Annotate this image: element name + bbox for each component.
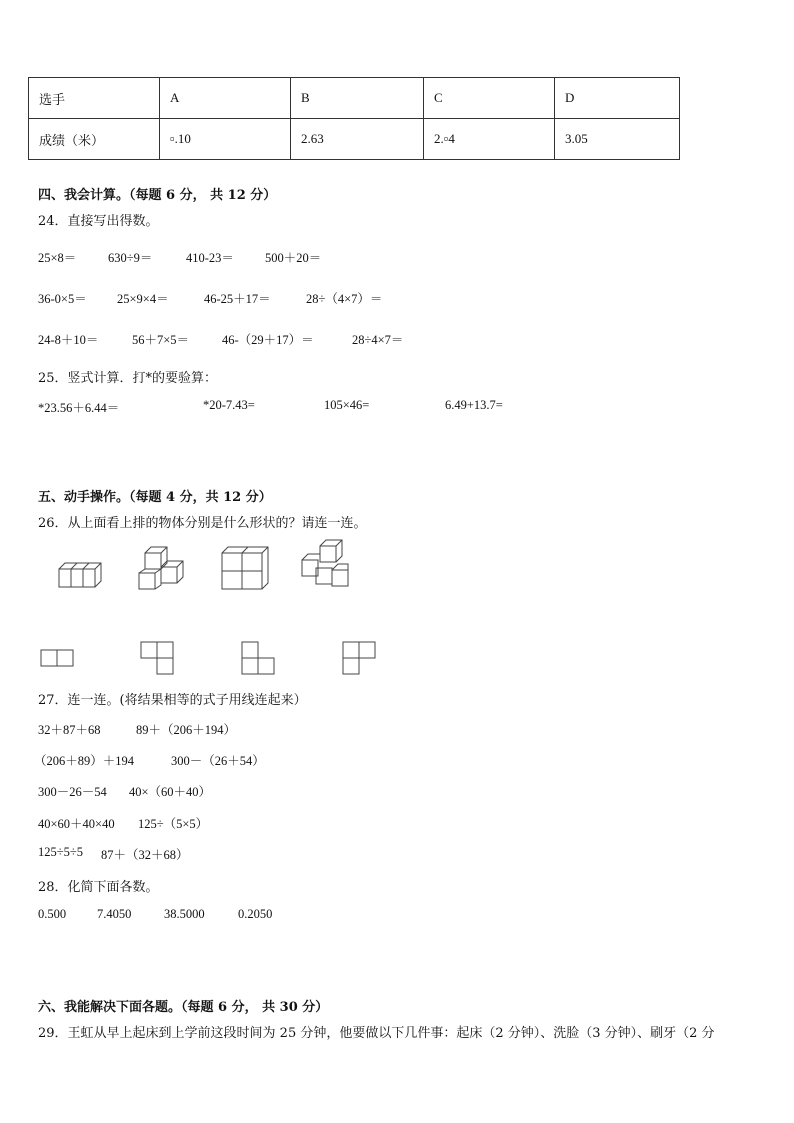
- decimal-number: 0.2050: [238, 907, 273, 921]
- table-cell: B: [291, 78, 424, 119]
- expression: 28÷（4×7）＝: [306, 292, 383, 306]
- table-cell: 选手: [29, 78, 160, 119]
- match-right: 87＋（32＋68）: [101, 848, 189, 862]
- match-right: 300－（26＋54）: [171, 754, 265, 768]
- section-heading: 五、动手操作。（每题 4 分，共 12 分）: [38, 490, 272, 505]
- question-24: 24．直接写出得数。: [38, 214, 159, 229]
- expression: 500＋20＝: [265, 251, 322, 265]
- match-right: 125÷（5×5）: [138, 817, 209, 831]
- match-left: 32＋87＋68: [38, 723, 101, 737]
- match-left: 300－26－54: [38, 785, 107, 799]
- expression: 105×46=: [324, 398, 370, 412]
- expression: 410-23＝: [186, 251, 234, 265]
- table-cell: ▫.10: [160, 119, 291, 160]
- table-cell: D: [555, 78, 680, 119]
- question-29: 29．王虹从早上起床到上学前这段时间为 25 分钟，他要做以下几件事：起床（2 分钟）、洗脸（3 分钟）、刷牙（2 分: [38, 1026, 715, 1041]
- cube-figure: [55, 555, 105, 591]
- expression: 25×8＝: [38, 251, 77, 265]
- decimal-number: 7.4050: [97, 907, 132, 921]
- table-row: [29, 78, 680, 119]
- top-view-shape: [240, 640, 276, 676]
- expression: 24-8＋10＝: [38, 333, 99, 347]
- expression: *23.56＋6.44＝: [38, 401, 120, 415]
- expression: 56＋7×5＝: [132, 333, 190, 347]
- match-left: 40×60＋40×40: [38, 817, 115, 831]
- table-row: [29, 119, 680, 160]
- top-view-shape: [341, 640, 377, 676]
- table-cell: C: [424, 78, 555, 119]
- table-cell: 成绩（米）: [29, 119, 160, 160]
- cube-figure: [218, 543, 270, 593]
- table-cell: A: [160, 78, 291, 119]
- expression: 46-（29＋17）＝: [222, 333, 314, 347]
- score-table: [28, 77, 680, 160]
- match-right: 40×（60＋40）: [129, 785, 212, 799]
- cube-figure: [135, 543, 187, 593]
- top-view-shape: [139, 640, 175, 676]
- cube-figure: [298, 538, 354, 592]
- expression: 25×9×4＝: [117, 292, 169, 306]
- table-cell: 3.05: [555, 119, 680, 160]
- expression: 630÷9＝: [108, 251, 153, 265]
- question-28: 28．化简下面各数。: [38, 880, 159, 895]
- match-left: （206＋89）＋194: [34, 754, 135, 768]
- decimal-number: 38.5000: [164, 907, 205, 921]
- section-heading: 四、我会计算。（每题 6 分， 共 12 分）: [38, 188, 277, 203]
- question-26: 26．从上面看上排的物体分别是什么形状的？请连一连。: [38, 516, 367, 531]
- expression: 28÷4×7＝: [352, 333, 404, 347]
- expression: 6.49+13.7=: [445, 398, 503, 412]
- question-25: 25．竖式计算．打*的要验算：: [38, 371, 218, 386]
- table-cell: 2.63: [291, 119, 424, 160]
- expression: 36-0×5＝: [38, 292, 87, 306]
- match-left: 125÷5÷5: [38, 845, 83, 859]
- expression: *20-7.43=: [203, 398, 255, 412]
- expression: 46-25＋17＝: [204, 292, 271, 306]
- top-view-shape: [40, 648, 76, 668]
- question-27: 27．连一连。(将结果相等的式子用线连起来）: [38, 693, 307, 708]
- table-cell: 2.▫4: [424, 119, 555, 160]
- section-heading: 六、我能解决下面各题。（每题 6 分， 共 30 分）: [38, 1000, 329, 1015]
- decimal-number: 0.500: [38, 907, 67, 921]
- match-right: 89＋（206＋194）: [136, 723, 237, 737]
